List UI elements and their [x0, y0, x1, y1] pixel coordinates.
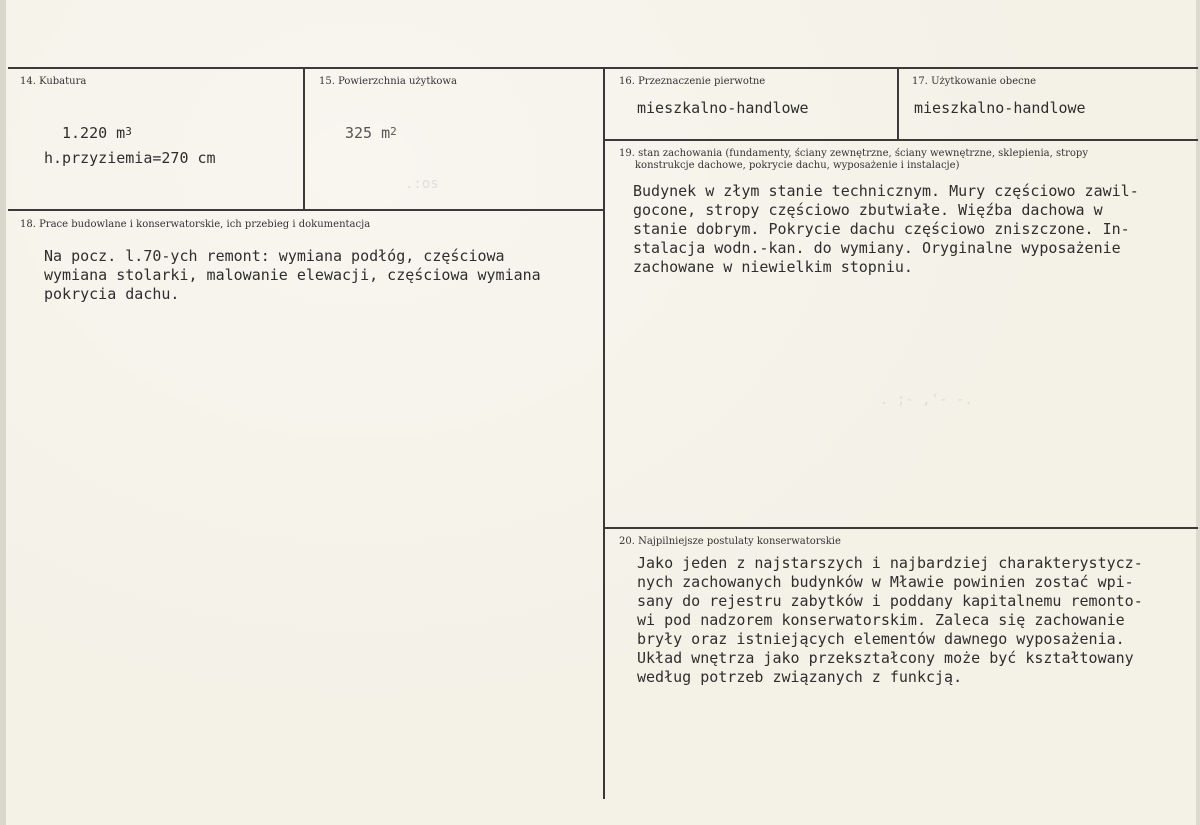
field-14-value	[62, 123, 132, 145]
field-18-line: Na pocz. l.70-ych remont: wymiana podłóg, częściowa	[44, 247, 505, 265]
rule-above-20	[603, 527, 1198, 529]
field-20-line: bryły oraz istniejących elementów dawnego wyposażenia.	[637, 630, 1125, 648]
field-18-line: wymiana stolarki, malowanie elewacji, częściowa wymiana	[44, 266, 541, 284]
ghost-mark: . ;- ,'- -.	[880, 392, 973, 408]
field-14-ground-height: h.przyziemia=270 cm	[44, 149, 216, 167]
field-20-line: Jako jeden z najstarszych i najbardziej charakterystycz-	[637, 554, 1143, 572]
field-19-label: 19. stan zachowania (fundamenty, ściany zewnętrzne, ściany wewnętrzne, sklepienia, stropy	[619, 148, 1088, 159]
ghost-mark: .:os	[405, 176, 439, 192]
field-20-line: wi pod nadzorem konserwatorskim. Zaleca się zachowanie	[637, 611, 1125, 629]
field-15-value	[345, 123, 397, 145]
field-15-unit-exponent: 2	[390, 125, 397, 138]
field-20-line: sany do rejestru zabytków i poddany kapitalnemu remonto-	[637, 592, 1143, 610]
rule-under-16-17	[603, 139, 1198, 141]
field-19-label-cont: konstrukcje dachowe, pokrycie dachu, wyposażenie i instalacje)	[635, 160, 960, 171]
field-16-value: mieszkalno-handlowe	[637, 99, 809, 117]
field-17-label: 17. Użytkowanie obecne	[912, 76, 1037, 87]
field-14-volume: 1.220 m	[62, 124, 126, 142]
field-19-line: stanie dobrym. Pokrycie dachu częściowo zniszczone. In-	[633, 220, 1130, 238]
field-18-line: pokrycia dachu.	[44, 285, 180, 303]
field-20-line: nych zachowanych budynków w Mławie powinien zostać wpi-	[637, 573, 1134, 591]
field-20-label: 20. Najpilniejsze postulaty konserwatorskie	[619, 536, 841, 547]
rule-under-14-15	[8, 209, 605, 211]
field-15-label: 15. Powierzchnia użytkowa	[319, 76, 457, 87]
field-19-line: gocone, stropy częściowo zbutwiałe. Więźba dachowa w	[633, 201, 1103, 219]
field-17-value: mieszkalno-handlowe	[914, 99, 1086, 117]
field-18-label: 18. Prace budowlane i konserwatorskie, ich przebieg i dokumentacja	[20, 219, 371, 230]
field-14-unit-exponent: 3	[125, 125, 132, 138]
center-divider	[603, 67, 605, 799]
card-edge-right	[1196, 0, 1200, 825]
divider-16-17	[897, 67, 899, 140]
field-19-line: Budynek w złym stanie technicznym. Mury częściowo zawil-	[633, 182, 1139, 200]
field-15-area: 325 m	[345, 124, 391, 142]
field-16-label: 16. Przeznaczenie pierwotne	[619, 76, 766, 87]
field-20-line: Układ wnętrza jako przekształcony może być kształtowany	[637, 649, 1134, 667]
field-19-line: stalacja wodn.-kan. do wymiany. Oryginalne wyposażenie	[633, 239, 1121, 257]
divider-14-15	[303, 67, 305, 210]
field-20-line: według potrzeb związanych z funkcją.	[637, 668, 963, 686]
field-19-line: zachowane w niewielkim stopniu.	[633, 258, 913, 276]
card-edge-left	[0, 0, 6, 825]
field-14-label: 14. Kubatura	[20, 76, 87, 87]
